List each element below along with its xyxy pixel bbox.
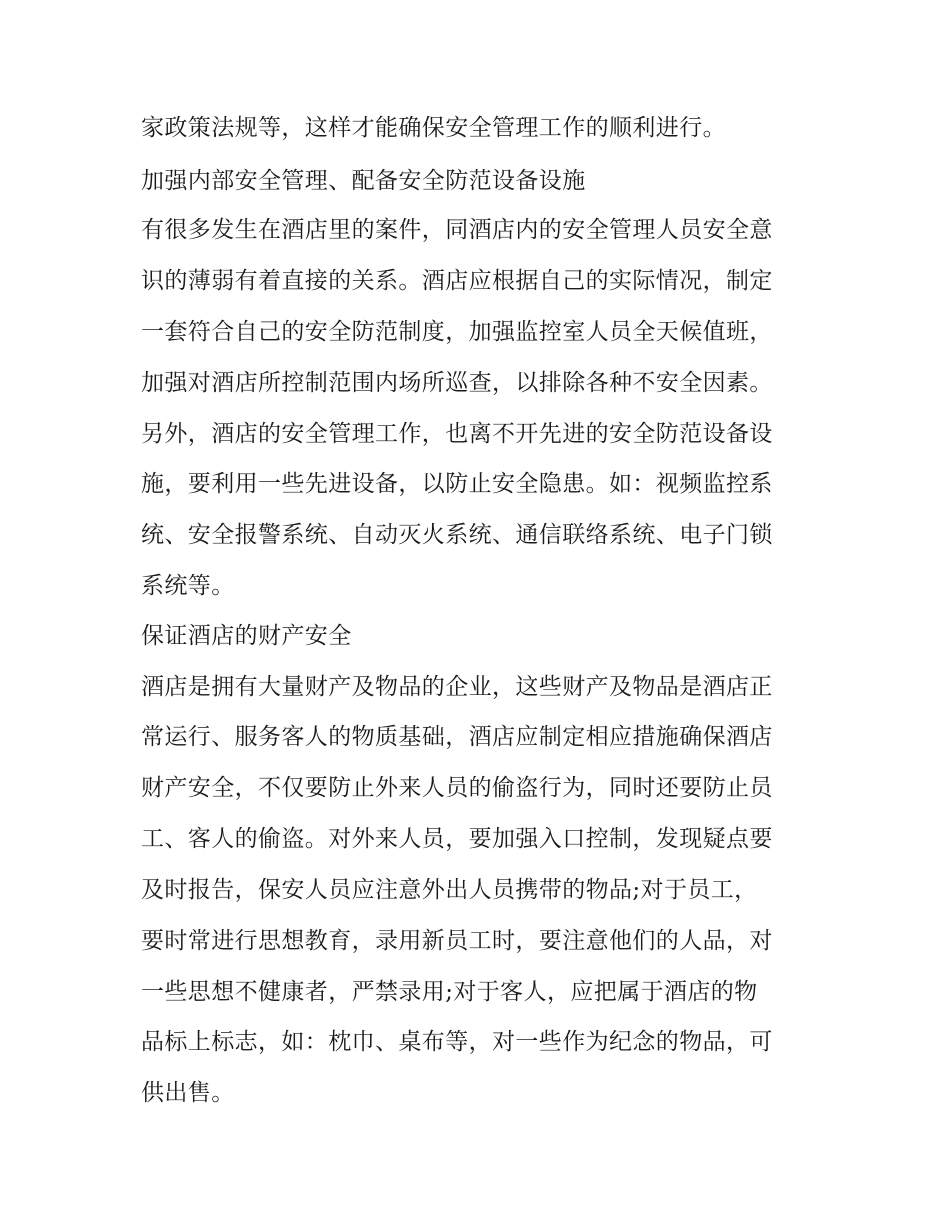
text-line: 有很多发生在酒店里的案件，同酒店内的安全管理人员安全意 [141,217,773,243]
text-line: 加强对酒店所控制范围内场所巡查，以排除各种不安全因素。 [141,370,773,396]
text-line: 财产安全，不仅要防止外来人员的偷盗行为，同时还要防止员 [141,775,773,801]
text-line: 要时常进行思想教育，录用新员工时，要注意他们的人品，对 [141,928,773,954]
section-heading: 保证酒店的财产安全 [141,623,352,649]
text-line: 系统等。 [141,573,235,599]
text-line: 施，要利用一些先进设备，以防止安全隐患。如：视频监控系 [141,471,773,497]
text-line: 家政策法规等，这样才能确保安全管理工作的顺利进行。 [141,115,726,141]
section-heading: 加强内部安全管理、配备安全防范设备设施 [141,168,586,194]
text-line: 识的薄弱有着直接的关系。酒店应根据自己的实际情况，制定 [141,268,773,294]
text-line: 另外，酒店的安全管理工作，也离不开先进的安全防范设备设 [141,421,773,447]
text-line: 工、客人的偷盗。对外来人员，要加强入口控制，发现疑点要 [141,826,773,852]
text-line: 酒店是拥有大量财产及物品的企业，这些财产及物品是酒店正 [141,674,773,700]
text-line: 一套符合自己的安全防范制度，加强监控室人员全天候值班， [141,319,773,345]
text-line: 品标上标志，如：枕巾、桌布等，对一些作为纪念的物品，可 [141,1029,773,1055]
text-line: 一些思想不健康者，严禁录用;对于客人，应把属于酒店的物 [141,979,758,1005]
text-line: 常运行、服务客人的物质基础，酒店应制定相应措施确保酒店 [141,724,773,750]
text-line: 统、安全报警系统、自动灭火系统、通信联络系统、电子门锁 [141,522,773,548]
text-line: 及时报告，保安人员应注意外出人员携带的物品;对于员工， [141,877,758,903]
text-line: 供出售。 [141,1080,235,1106]
